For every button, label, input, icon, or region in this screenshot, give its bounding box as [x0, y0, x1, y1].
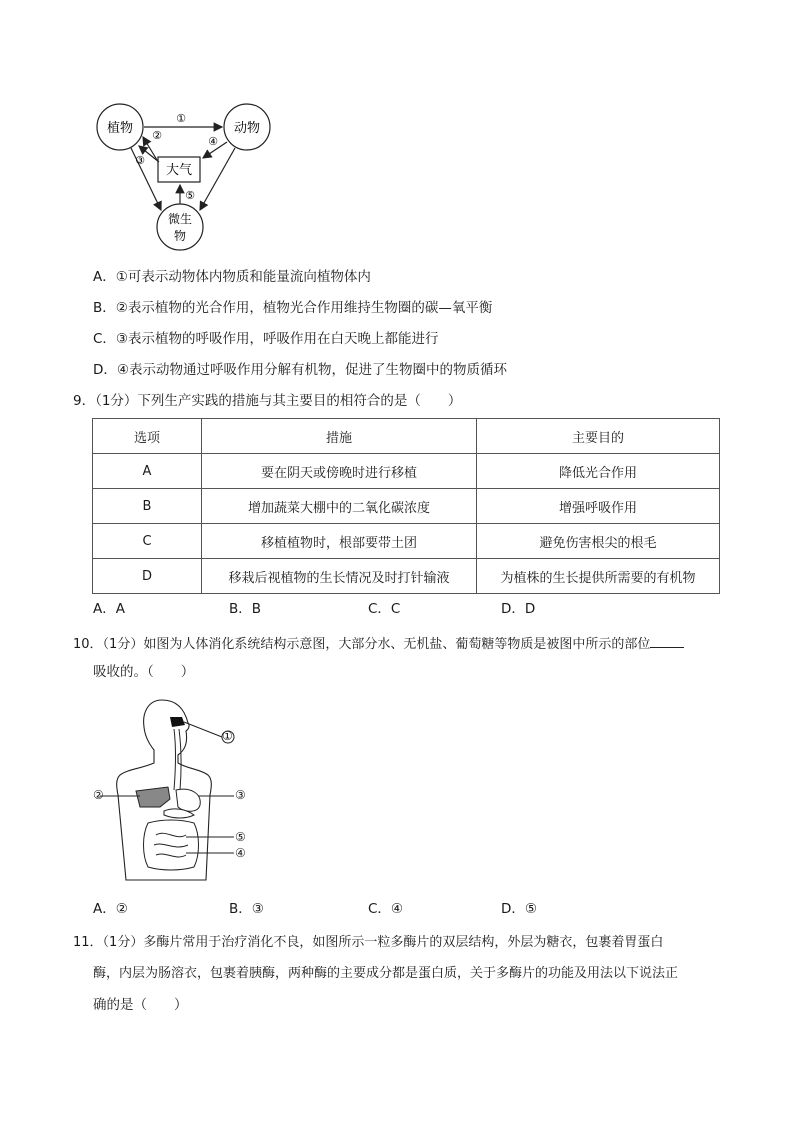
q8-option-a[interactable]: A．①可表示动物体内物质和能量流向植物体内	[93, 269, 371, 285]
label-4: ④	[235, 846, 246, 860]
cell-purpose: 避免伤害根尖的根毛	[477, 524, 720, 559]
arrow-animal-microbe	[200, 148, 235, 210]
cell-option: C	[93, 524, 202, 559]
carbon-cycle-diagram	[95, 100, 285, 255]
q9-table	[92, 418, 720, 594]
microbe-node	[157, 204, 203, 250]
large-intestine	[144, 820, 199, 870]
header-purpose: 主要目的	[477, 419, 720, 454]
cell-purpose: 为植株的生长提供所需要的有机物	[477, 559, 720, 594]
atmosphere-label: 大气	[165, 163, 193, 178]
header-option: 选项	[93, 419, 202, 454]
cell-option: A	[93, 454, 202, 489]
q11-line3: 确的是（ ）	[93, 997, 188, 1013]
label-3: ③	[235, 788, 246, 802]
answer-blank	[650, 633, 684, 648]
microbe-label-2: 物	[173, 229, 187, 243]
table-row	[93, 524, 720, 559]
arrow-4-label: ④	[208, 135, 218, 148]
label-5: ⑤	[235, 830, 246, 844]
cell-measure: 增加蔬菜大棚中的二氧化碳浓度	[202, 489, 477, 524]
q10-option-b[interactable]: B．③	[229, 901, 264, 917]
cell-option: B	[93, 489, 202, 524]
q9-option-d[interactable]: D．D	[501, 601, 536, 617]
q10-option-d[interactable]: D．⑤	[501, 901, 537, 917]
q8-option-b[interactable]: B．②表示植物的光合作用，植物光合作用维持生物圈的碳—氧平衡	[93, 300, 493, 316]
q8-option-d[interactable]: D．④表示动物通过呼吸作用分解有机物，促进了生物圈中的物质循环	[93, 362, 507, 378]
cell-option: D	[93, 559, 202, 594]
cell-measure: 移栽后视植物的生长情况及时打针输液	[202, 559, 477, 594]
q10-option-c[interactable]: C．④	[368, 901, 404, 917]
cell-purpose: 降低光合作用	[477, 454, 720, 489]
q9-stem: 9．（1分）下列生产实践的措施与其主要目的相符合的是（ ）	[73, 393, 462, 409]
q11-line1: 11．（1分）多酶片常用于治疗消化不良，如图所示一粒多酶片的双层结构，外层为糖衣，包裹着胃蛋白	[73, 935, 664, 950]
arrow-1-label: ①	[176, 112, 186, 125]
table-header-row	[93, 419, 720, 454]
arrow-2-label: ②	[152, 129, 162, 142]
q10-stem-line2: 吸收的。（ ）	[93, 664, 195, 680]
animal-label: 动物	[233, 121, 261, 136]
table-row	[93, 489, 720, 524]
plant-label: 植物	[106, 121, 134, 136]
q10-option-a[interactable]: A．②	[93, 901, 128, 917]
label-2: ②	[93, 788, 104, 802]
q8-option-c[interactable]: C．③表示植物的呼吸作用，呼吸作用在白天晚上都能进行	[93, 331, 439, 347]
cell-measure: 要在阴天或傍晚时进行移植	[202, 454, 477, 489]
cell-measure: 移植植物时，根部要带土团	[202, 524, 477, 559]
arrow-5-label: ⑤	[185, 189, 195, 202]
cell-purpose: 增强呼吸作用	[477, 489, 720, 524]
digestive-system-diagram	[90, 695, 250, 890]
header-measure: 措施	[202, 419, 477, 454]
q10-stem-text: 10．（1分）如图为人体消化系统结构示意图，大部分水、无机盐、葡萄糖等物质是被图中所示的部位	[73, 637, 651, 652]
q11-line2: 酶，内层为肠溶衣，包裹着胰酶，两种酶的主要成分都是蛋白质，关于多酶片的功能及用法以下说法正	[93, 966, 679, 981]
q9-option-b[interactable]: B．B	[229, 601, 262, 617]
q10-stem-line1	[73, 633, 684, 655]
microbe-label-1: 微生	[167, 212, 193, 226]
arrow-3-label: ③	[135, 154, 145, 167]
table-row	[93, 454, 720, 489]
label-1: ①	[222, 729, 233, 743]
table-row	[93, 559, 720, 594]
q9-option-c[interactable]: C．C	[368, 601, 401, 617]
q9-option-a[interactable]: A．A	[93, 601, 125, 617]
